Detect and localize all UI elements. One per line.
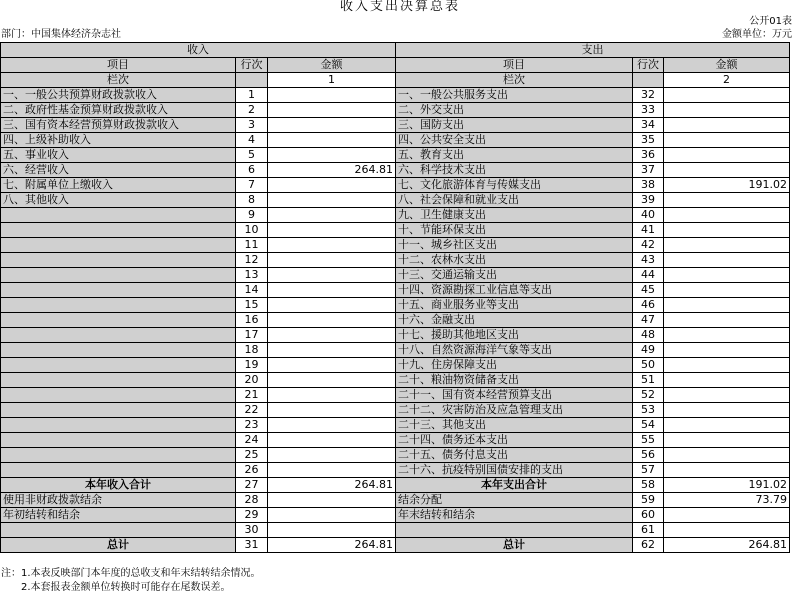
income-row-number: 4 (236, 133, 268, 148)
footnote-1: 注：1.本表反映部门本年度的总收支和年末结转结余情况。 (1, 568, 261, 579)
income-amount (268, 178, 396, 193)
expense-amount (664, 343, 790, 358)
header-row-section (1, 43, 790, 58)
table-row (1, 298, 790, 313)
income-item-label: 年初结转和结余 (1, 508, 236, 523)
income-amount (268, 298, 396, 313)
expense-item-label: 十五、商业服务业等支出 (396, 298, 633, 313)
income-row-number: 16 (236, 313, 268, 328)
income-amount (268, 208, 396, 223)
income-row-number: 31 (236, 538, 268, 553)
expense-item-label: 七、文化旅游体育与传媒支出 (396, 178, 633, 193)
income-row-number: 6 (236, 163, 268, 178)
table-row (1, 133, 790, 148)
income-item-label (1, 283, 236, 298)
income-row-number: 27 (236, 478, 268, 493)
expense-item-label: 二十一、国有资本经营预算支出 (396, 388, 633, 403)
table-row (1, 313, 790, 328)
income-amount (268, 508, 396, 523)
income-item-label: 三、国有资本经营预算财政拨款收入 (1, 118, 236, 133)
income-amount: 264.81 (268, 478, 396, 493)
income-row-number: 28 (236, 493, 268, 508)
income-item-label (1, 208, 236, 223)
expense-item-label: 十一、城乡社区支出 (396, 238, 633, 253)
expense-row-number: 34 (633, 118, 664, 133)
table-row (1, 208, 790, 223)
expense-row-number: 48 (633, 328, 664, 343)
expense-amount (664, 508, 790, 523)
income-amount (268, 343, 396, 358)
expense-item-header: 项目 (396, 58, 633, 73)
table-row (1, 328, 790, 343)
table-row (1, 253, 790, 268)
income-amount (268, 283, 396, 298)
income-item-label (1, 433, 236, 448)
expense-amount (664, 253, 790, 268)
expense-item-label: 二十、粮油物资储备支出 (396, 373, 633, 388)
expense-item-label: 五、教育支出 (396, 148, 633, 163)
unit-label: 金额单位：万元 (722, 29, 792, 40)
expense-row-number: 38 (633, 178, 664, 193)
expense-row-number: 36 (633, 148, 664, 163)
expense-amount (664, 208, 790, 223)
income-item-label (1, 463, 236, 478)
income-amount (268, 373, 396, 388)
expense-amount (664, 238, 790, 253)
income-item-label (1, 343, 236, 358)
income-amount: 264.81 (268, 163, 396, 178)
table-row (1, 223, 790, 238)
income-item-label: 七、附属单位上缴收入 (1, 178, 236, 193)
income-item-label (1, 388, 236, 403)
income-row-number: 3 (236, 118, 268, 133)
expense-item-label: 一、一般公共服务支出 (396, 88, 633, 103)
income-row-number: 23 (236, 418, 268, 433)
income-item-label (1, 223, 236, 238)
income-amount (268, 493, 396, 508)
income-item-label (1, 403, 236, 418)
income-rowno-header: 行次 (236, 58, 268, 73)
expense-amount (664, 268, 790, 283)
expense-item-label: 二、外交支出 (396, 103, 633, 118)
table-row (1, 358, 790, 373)
expense-item-label: 十六、金融支出 (396, 313, 633, 328)
expense-rowno-blank (633, 73, 664, 88)
table-row (1, 523, 790, 538)
table-row (1, 463, 790, 478)
income-row-number: 10 (236, 223, 268, 238)
income-row-number: 22 (236, 403, 268, 418)
table-row (1, 148, 790, 163)
income-row-number: 5 (236, 148, 268, 163)
form-number: 公开01表 (749, 16, 792, 27)
income-item-header: 项目 (1, 58, 236, 73)
income-amount (268, 133, 396, 148)
expense-item-label: 十九、住房保障支出 (396, 358, 633, 373)
table-row (1, 163, 790, 178)
expense-item-label (396, 523, 633, 538)
expense-row-number: 49 (633, 343, 664, 358)
income-item-label: 六、经营收入 (1, 163, 236, 178)
table-row (1, 283, 790, 298)
table-row (1, 448, 790, 463)
expense-amount (664, 148, 790, 163)
expense-amount (664, 448, 790, 463)
expense-row-number: 59 (633, 493, 664, 508)
table-row (1, 193, 790, 208)
income-item-label (1, 358, 236, 373)
expense-amount (664, 223, 790, 238)
income-item-label (1, 418, 236, 433)
income-row-number: 24 (236, 433, 268, 448)
table-row (1, 88, 790, 103)
income-header: 收入 (1, 43, 396, 58)
expense-amount (664, 193, 790, 208)
table-row (1, 343, 790, 358)
income-row-number: 9 (236, 208, 268, 223)
expense-row-number: 51 (633, 373, 664, 388)
income-item-label: 总计 (1, 538, 236, 553)
table-row (1, 418, 790, 433)
expense-amount (664, 373, 790, 388)
expense-amount-header: 金额 (664, 58, 790, 73)
income-item-label (1, 238, 236, 253)
expense-item-label: 结余分配 (396, 493, 633, 508)
table-row (1, 508, 790, 523)
expense-row-number: 57 (633, 463, 664, 478)
income-amount (268, 193, 396, 208)
income-item-label: 二、政府性基金预算财政拨款收入 (1, 103, 236, 118)
expense-amount (664, 433, 790, 448)
expense-rowno-header: 行次 (633, 58, 664, 73)
expense-item-label: 九、卫生健康支出 (396, 208, 633, 223)
expense-item-label: 总计 (396, 538, 633, 553)
income-expense-table (0, 42, 790, 553)
expense-row-number: 60 (633, 508, 664, 523)
expense-item-label: 十四、资源勘探工业信息等支出 (396, 283, 633, 298)
income-amount (268, 238, 396, 253)
income-amount-header: 金额 (268, 58, 396, 73)
income-amount (268, 313, 396, 328)
income-item-label: 四、上级补助收入 (1, 133, 236, 148)
expense-row-number: 37 (633, 163, 664, 178)
income-row-number: 20 (236, 373, 268, 388)
income-item-label (1, 448, 236, 463)
footnotes (1, 567, 261, 595)
income-amount (268, 448, 396, 463)
expense-amount (664, 298, 790, 313)
expense-row-number: 62 (633, 538, 664, 553)
header-row-column-numbers (1, 73, 790, 88)
expense-amount: 73.79 (664, 493, 790, 508)
expense-amount (664, 283, 790, 298)
table-row (1, 373, 790, 388)
expense-row-number: 44 (633, 268, 664, 283)
table-row (1, 403, 790, 418)
expense-amount (664, 133, 790, 148)
income-amount (268, 358, 396, 373)
table-row (1, 268, 790, 283)
expense-row-number: 52 (633, 388, 664, 403)
expense-item-label: 二十五、债务付息支出 (396, 448, 633, 463)
department-label: 部门：中国集体经济杂志社 (1, 29, 121, 40)
income-row-number: 15 (236, 298, 268, 313)
expense-item-label: 十二、农林水支出 (396, 253, 633, 268)
income-column-number: 1 (268, 73, 396, 88)
expense-row-number: 40 (633, 208, 664, 223)
expense-item-label: 二十六、抗疫特别国债安排的支出 (396, 463, 633, 478)
expense-amount: 191.02 (664, 478, 790, 493)
expense-amount (664, 313, 790, 328)
expense-header: 支出 (396, 43, 790, 58)
income-row-number: 17 (236, 328, 268, 343)
income-row-number: 7 (236, 178, 268, 193)
expense-row-number: 43 (633, 253, 664, 268)
expense-item-label: 三、国防支出 (396, 118, 633, 133)
expense-row-number: 50 (633, 358, 664, 373)
expense-item-label: 二十四、债务还本支出 (396, 433, 633, 448)
income-amount (268, 388, 396, 403)
expense-row-number: 55 (633, 433, 664, 448)
table-row (1, 238, 790, 253)
income-amount (268, 328, 396, 343)
expense-item-label: 十八、自然资源海洋气象等支出 (396, 343, 633, 358)
expense-amount (664, 163, 790, 178)
income-row-number: 29 (236, 508, 268, 523)
expense-amount (664, 403, 790, 418)
income-row-number: 26 (236, 463, 268, 478)
table-row (1, 538, 790, 553)
expense-row-number: 32 (633, 88, 664, 103)
expense-item-label: 十三、交通运输支出 (396, 268, 633, 283)
expense-row-number: 53 (633, 403, 664, 418)
expense-amount (664, 103, 790, 118)
income-amount (268, 223, 396, 238)
income-item-label: 五、事业收入 (1, 148, 236, 163)
table-row (1, 493, 790, 508)
income-amount (268, 253, 396, 268)
expense-item-label: 八、社会保障和就业支出 (396, 193, 633, 208)
expense-item-label: 年末结转和结余 (396, 508, 633, 523)
income-amount (268, 148, 396, 163)
income-amount (268, 463, 396, 478)
income-item-label (1, 253, 236, 268)
income-item-label (1, 328, 236, 343)
expense-row-number: 58 (633, 478, 664, 493)
income-item-label: 使用非财政拨款结余 (1, 493, 236, 508)
income-row-number: 21 (236, 388, 268, 403)
income-row-number: 12 (236, 253, 268, 268)
income-item-label (1, 373, 236, 388)
header-row-columns (1, 58, 790, 73)
page-title: 收入支出决算总表 (339, 0, 460, 14)
income-amount (268, 118, 396, 133)
income-row-number: 2 (236, 103, 268, 118)
table-row (1, 433, 790, 448)
expense-amount (664, 328, 790, 343)
income-item-label: 一、一般公共预算财政拨款收入 (1, 88, 236, 103)
expense-row-number: 33 (633, 103, 664, 118)
expense-row-number: 41 (633, 223, 664, 238)
expense-row-number: 42 (633, 238, 664, 253)
income-row-number: 11 (236, 238, 268, 253)
expense-item-label: 十七、援助其他地区支出 (396, 328, 633, 343)
expense-item-label: 六、科学技术支出 (396, 163, 633, 178)
income-row-number: 1 (236, 88, 268, 103)
expense-amount: 191.02 (664, 178, 790, 193)
expense-amount (664, 523, 790, 538)
expense-item-label: 本年支出合计 (396, 478, 633, 493)
expense-column-label: 栏次 (396, 73, 633, 88)
income-amount (268, 103, 396, 118)
expense-row-number: 47 (633, 313, 664, 328)
expense-item-label: 二十三、其他支出 (396, 418, 633, 433)
income-item-label: 八、其他收入 (1, 193, 236, 208)
income-item-label (1, 523, 236, 538)
expense-row-number: 46 (633, 298, 664, 313)
table-row (1, 178, 790, 193)
expense-amount (664, 88, 790, 103)
income-amount (268, 523, 396, 538)
income-amount (268, 433, 396, 448)
expense-row-number: 54 (633, 418, 664, 433)
income-amount: 264.81 (268, 538, 396, 553)
expense-amount (664, 118, 790, 133)
expense-amount: 264.81 (664, 538, 790, 553)
income-amount (268, 268, 396, 283)
table-row (1, 103, 790, 118)
income-row-number: 19 (236, 358, 268, 373)
expense-row-number: 35 (633, 133, 664, 148)
income-amount (268, 418, 396, 433)
expense-amount (664, 463, 790, 478)
income-row-number: 18 (236, 343, 268, 358)
income-column-label: 栏次 (1, 73, 236, 88)
expense-item-label: 二十二、灾害防治及应急管理支出 (396, 403, 633, 418)
footnote-2: 2.本套报表金额单位转换时可能存在尾数误差。 (21, 582, 231, 593)
income-row-number: 14 (236, 283, 268, 298)
expense-row-number: 56 (633, 448, 664, 463)
expense-amount (664, 418, 790, 433)
income-amount (268, 403, 396, 418)
expense-amount (664, 358, 790, 373)
income-amount (268, 88, 396, 103)
expense-row-number: 39 (633, 193, 664, 208)
income-rowno-blank (236, 73, 268, 88)
income-row-number: 8 (236, 193, 268, 208)
table-row (1, 478, 790, 493)
income-row-number: 30 (236, 523, 268, 538)
income-item-label (1, 313, 236, 328)
expense-amount (664, 388, 790, 403)
table-row (1, 118, 790, 133)
income-item-label (1, 268, 236, 283)
expense-row-number: 45 (633, 283, 664, 298)
expense-item-label: 四、公共安全支出 (396, 133, 633, 148)
income-row-number: 13 (236, 268, 268, 283)
table-row (1, 388, 790, 403)
expense-column-number: 2 (664, 73, 790, 88)
income-row-number: 25 (236, 448, 268, 463)
expense-row-number: 61 (633, 523, 664, 538)
income-item-label: 本年收入合计 (1, 478, 236, 493)
income-item-label (1, 298, 236, 313)
expense-item-label: 十、节能环保支出 (396, 223, 633, 238)
